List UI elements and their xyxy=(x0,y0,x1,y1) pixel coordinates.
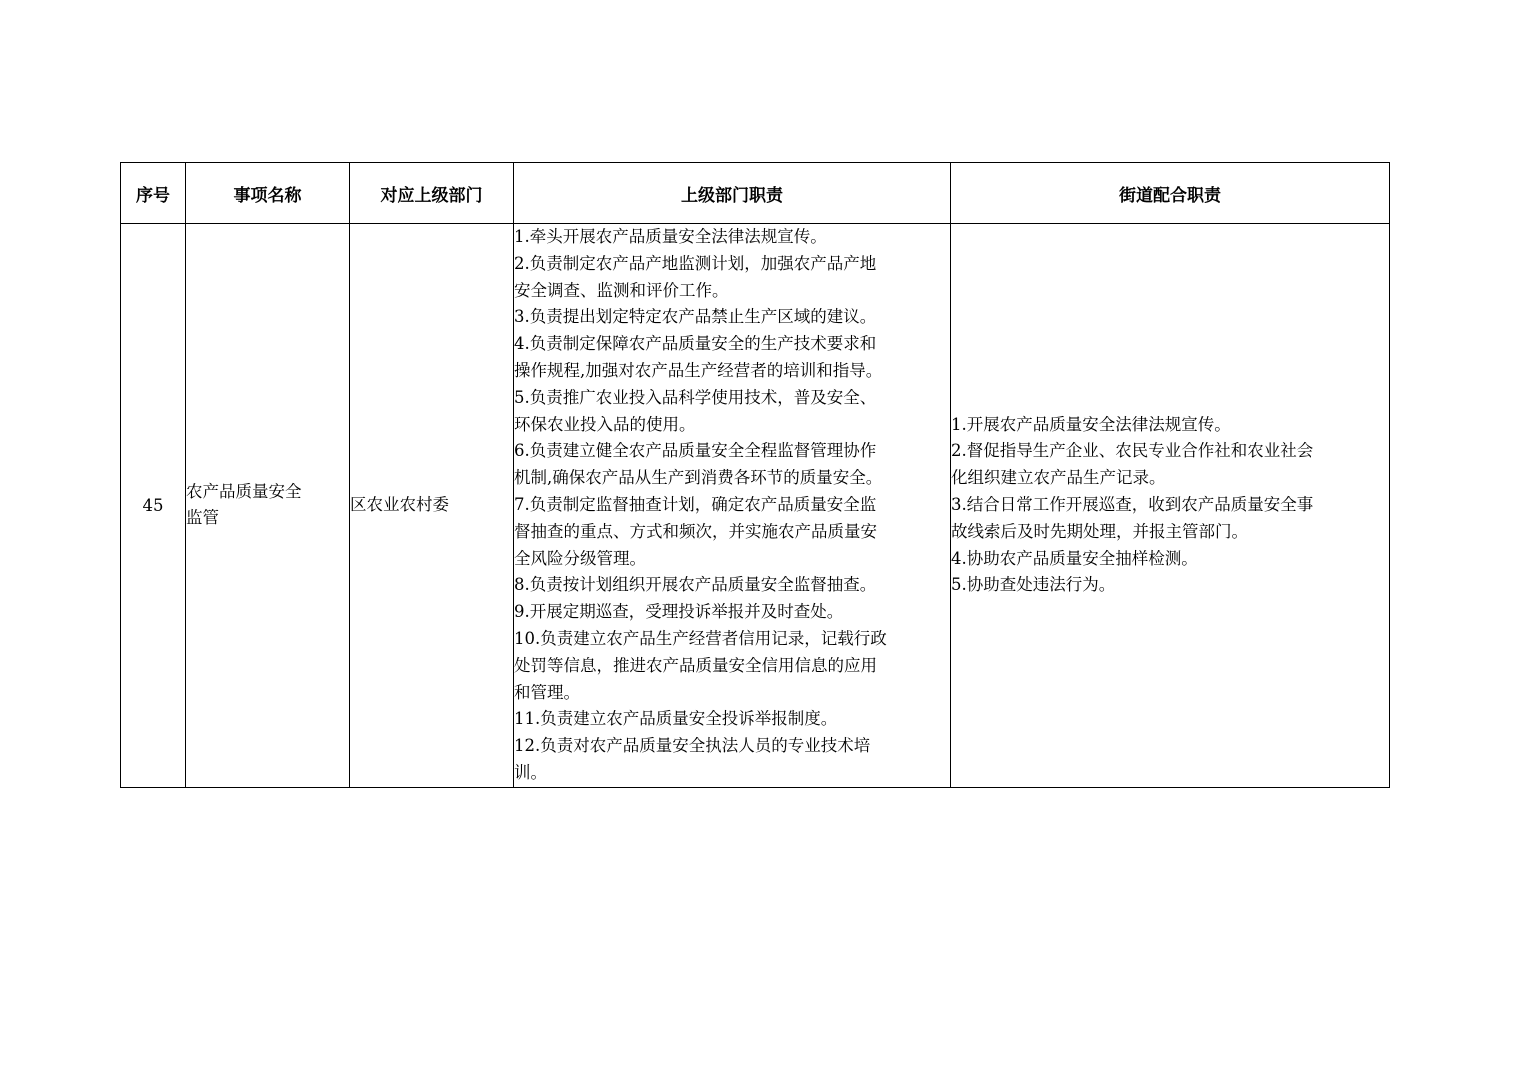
street-duty-line: 2.督促指导生产企业、农民专业合作社和农业社会 xyxy=(951,441,1314,461)
cell-street-duties xyxy=(951,224,1390,788)
cell-item-name xyxy=(186,224,350,788)
cell-serial-no: 45 xyxy=(121,224,186,788)
superior-duty-line: 7.负责制定监督抽查计划，确定农产品质量安全监 xyxy=(514,494,877,514)
superior-duty-line: 机制,确保农产品从生产到消费各环节的质量安全。 xyxy=(514,468,883,488)
table-header-row xyxy=(121,163,1390,224)
item-name-line: 监管 xyxy=(186,508,219,528)
header-serial-no: 序号 xyxy=(121,163,186,224)
responsibility-table xyxy=(120,162,1390,788)
street-duty-line: 化组织建立农产品生产记录。 xyxy=(951,468,1166,488)
superior-duty-line: 1.牵头开展农产品质量安全法律法规宣传。 xyxy=(514,227,827,246)
street-duty-line: 1.开展农产品质量安全法律法规宣传。 xyxy=(951,414,1231,434)
superior-duty-line: 5.负责推广农业投入品科学使用技术，普及安全、 xyxy=(514,387,877,407)
superior-duty-line: 和管理。 xyxy=(514,682,580,702)
superior-duty-line: 2.负责制定农产品产地监测计划，加强农产品产地 xyxy=(514,253,877,273)
superior-duty-line: 处罚等信息，推进农产品质量安全信用信息的应用 xyxy=(514,655,877,675)
item-name-line: 农产品质量安全 xyxy=(186,481,302,501)
superior-duty-line: 督抽查的重点、方式和频次，并实施农产品质量安 xyxy=(514,521,877,541)
header-superior-dept: 对应上级部门 xyxy=(350,163,514,224)
superior-duty-line: 操作规程,加强对农产品生产经营者的培训和指导。 xyxy=(514,360,883,380)
superior-duty-line: 环保农业投入品的使用。 xyxy=(514,414,696,434)
superior-duty-line: 全风险分级管理。 xyxy=(514,548,646,568)
superior-duty-line: 训。 xyxy=(514,762,547,782)
superior-duty-line: 4.负责制定保障农产品质量安全的生产技术要求和 xyxy=(514,334,877,354)
superior-duty-line: 12.负责对农产品质量安全执法人员的专业技术培 xyxy=(514,736,871,756)
superior-duty-line: 10.负责建立农产品生产经营者信用记录，记载行政 xyxy=(514,628,887,648)
header-street-duties: 街道配合职责 xyxy=(951,163,1390,224)
header-item-name: 事项名称 xyxy=(186,163,350,224)
table-row xyxy=(121,224,1390,788)
street-duty-line: 故线索后及时先期处理，并报主管部门。 xyxy=(951,521,1248,541)
superior-duty-line: 11.负责建立农产品质量安全投诉举报制度。 xyxy=(514,709,838,729)
street-duty-line: 4.协助农产品质量安全抽样检测。 xyxy=(951,548,1198,568)
cell-superior-duties xyxy=(514,224,951,788)
street-duty-line: 5.协助查处违法行为。 xyxy=(951,575,1116,595)
superior-duty-line: 6.负责建立健全农产品质量安全全程监督管理协作 xyxy=(514,441,877,461)
cell-superior-dept: 区农业农村委 xyxy=(350,224,514,788)
superior-duty-line: 安全调查、监测和评价工作。 xyxy=(514,280,729,300)
superior-duty-line: 3.负责提出划定特定农产品禁止生产区域的建议。 xyxy=(514,307,877,327)
superior-duty-line: 9.开展定期巡查，受理投诉举报并及时查处。 xyxy=(514,602,844,622)
street-duty-line: 3.结合日常工作开展巡查，收到农产品质量安全事 xyxy=(951,494,1314,514)
superior-duty-line: 8.负责按计划组织开展农产品质量安全监督抽查。 xyxy=(514,575,877,595)
header-superior-duties: 上级部门职责 xyxy=(514,163,951,224)
